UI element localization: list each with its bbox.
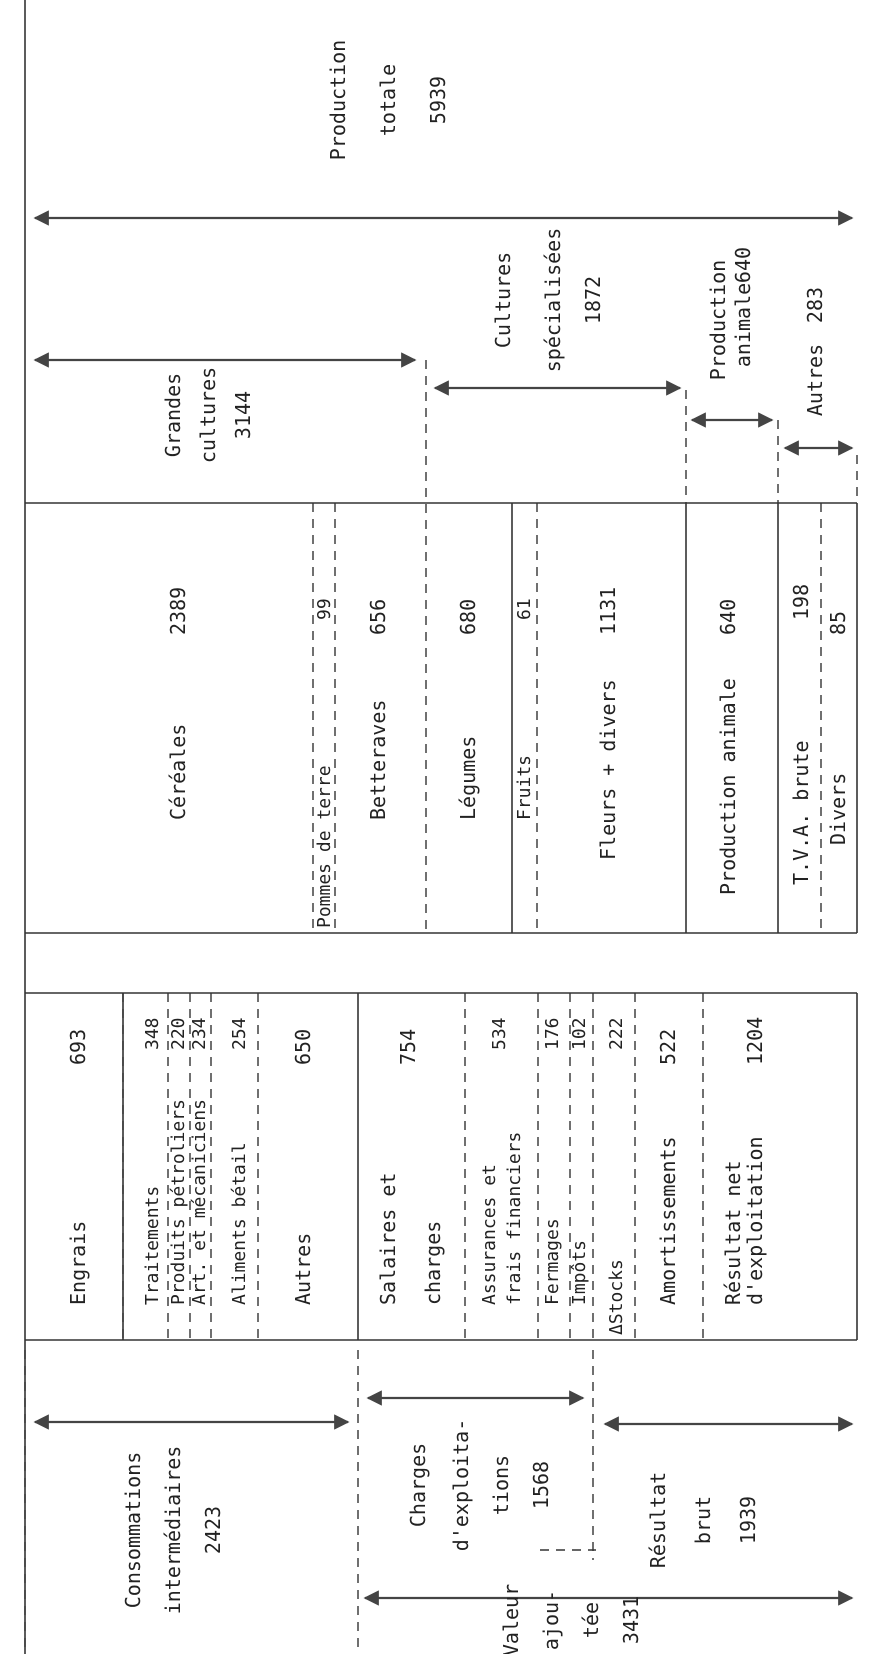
- resultat-brut-label: Résultat: [646, 1471, 670, 1569]
- charge-value: 522: [656, 1028, 680, 1065]
- charge-value: 650: [291, 1028, 315, 1065]
- charges-exploitation-value: 1568: [529, 1460, 553, 1510]
- charges-exploitation-label3: tions: [489, 1454, 513, 1516]
- product-value: 61: [514, 598, 535, 620]
- product-label: Divers: [826, 772, 850, 845]
- charge-label: Salaires et: [376, 1172, 400, 1305]
- charge-label: Autres: [291, 1232, 315, 1305]
- charge-label: Impôts: [569, 1239, 590, 1305]
- cultures-specialisees-label2: spécialisées: [541, 227, 565, 373]
- charge-label: Fermages: [542, 1218, 563, 1305]
- charge-value: 222: [606, 1017, 627, 1050]
- production-totale-label: Production: [326, 39, 350, 161]
- charge-label: Aliments bétail: [229, 1142, 250, 1305]
- charges-exploitation-label: Charges: [406, 1442, 430, 1528]
- autres-header-value: 283: [803, 286, 827, 324]
- resultat-brut-label2: brut: [691, 1495, 715, 1545]
- production-totale-value: 5939: [426, 75, 450, 125]
- product-label: Pommes de terre: [314, 765, 335, 928]
- charge-label: Art. et mécaniciens: [189, 1099, 210, 1305]
- product-value: 680: [456, 598, 480, 635]
- cultures-specialisees-value: 1872: [581, 275, 605, 325]
- autres-header-label: Autres: [803, 343, 827, 417]
- cultures-specialisees-label: Cultures: [491, 251, 515, 349]
- production-animale-header-value: 640: [731, 246, 755, 284]
- product-label: Betteraves: [366, 699, 390, 820]
- grandes-cultures-value: 3144: [231, 390, 255, 440]
- production-animale-header-label: Production: [706, 259, 730, 381]
- charge-label: Produits pétroliers: [168, 1099, 189, 1305]
- product-label: Céréales: [166, 723, 190, 820]
- span-arrows: [35, 218, 852, 1598]
- consommations-label2: intermédiaires: [161, 1445, 185, 1615]
- charge-value: 534: [489, 1017, 510, 1050]
- charge-value: 220: [168, 1017, 189, 1050]
- product-value: 198: [789, 583, 813, 620]
- charge-value: 1204: [743, 1016, 767, 1065]
- charge-label2: charges: [421, 1220, 445, 1305]
- charge-label: Amortissements: [656, 1136, 680, 1305]
- charge-value: 754: [396, 1028, 420, 1065]
- valeur-ajoutee-label: Valeur: [499, 1583, 523, 1654]
- charge-label2: frais financiers: [504, 1131, 525, 1305]
- product-value: 99: [314, 598, 335, 620]
- product-value: 2389: [166, 586, 190, 635]
- charge-label: ΔStocks: [606, 1259, 627, 1335]
- charge-label2: d'exploitation: [743, 1136, 767, 1305]
- product-value: 640: [716, 598, 740, 635]
- product-label: Fleurs + divers: [596, 679, 620, 860]
- product-value: 656: [366, 598, 390, 635]
- product-label: Production animale: [716, 678, 740, 895]
- charges-exploitation-label2: d'exploita-: [449, 1418, 473, 1552]
- production-animale-header-label2: animale: [731, 282, 755, 368]
- charge-value: 176: [542, 1017, 563, 1050]
- charge-value: 254: [229, 1017, 250, 1050]
- product-label: Fruits: [514, 754, 535, 820]
- valeur-ajoutee-label2: ajou-: [539, 1589, 563, 1651]
- product-value: 85: [826, 610, 850, 635]
- consommations-label: Consommations: [121, 1451, 145, 1609]
- charge-label: Résultat net: [721, 1160, 745, 1305]
- grandes-cultures-label: Grandes: [161, 372, 185, 458]
- product-value: 1131: [596, 586, 620, 635]
- charge-value: 348: [142, 1017, 163, 1050]
- charge-label: Engrais: [66, 1220, 90, 1305]
- valeur-ajoutee-label3: tée: [579, 1601, 603, 1639]
- grandes-cultures-label2: cultures: [196, 366, 220, 464]
- product-label: T.V.A. brute: [789, 740, 813, 885]
- charge-value: 234: [189, 1017, 210, 1050]
- production-totale-label2: totale: [376, 63, 400, 137]
- consommations-value: 2423: [201, 1505, 225, 1555]
- resultat-brut-value: 1939: [736, 1495, 760, 1545]
- charge-value: 693: [66, 1028, 90, 1065]
- charge-label: Assurances et: [479, 1164, 500, 1305]
- charge-label: Traitements: [142, 1185, 163, 1305]
- charge-value: 102: [569, 1017, 590, 1050]
- valeur-ajoutee-value: 3431: [619, 1595, 643, 1645]
- product-label: Légumes: [456, 735, 480, 820]
